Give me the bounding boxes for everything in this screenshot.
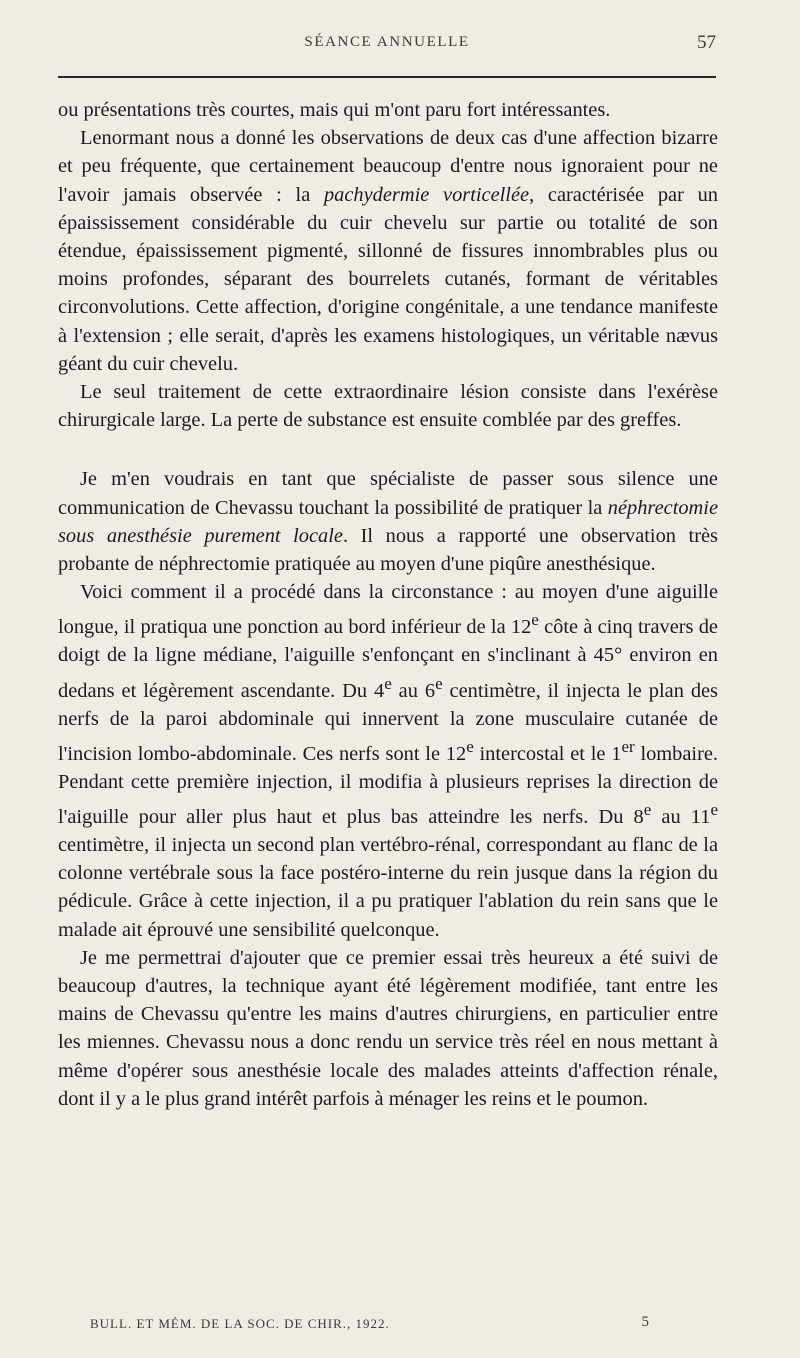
signature-mark: 5 [641, 1314, 650, 1330]
paragraph-4-text-a: Je m'en voudrais en tant que spécialiste de passer sous silence une communication de Chevassu touchant la possibilité de pratiquer la [58, 468, 718, 519]
paragraph-5 [58, 578, 718, 944]
ordinal-suffix-3: e [435, 673, 443, 693]
ordinal-suffix-2: e [384, 673, 392, 693]
paragraph-4-text-b: . Il nous a rapporté une observation très probante de néphrectomie pratiquée au moyen d'une piqûre anesthésique. [58, 524, 718, 576]
ordinal-suffix-4: e [466, 736, 474, 756]
body-text [58, 96, 718, 1113]
page-number: 57 [697, 32, 716, 53]
paragraph-1: ou présentations très courtes, mais qui m'ont paru fort intéressantes. [58, 99, 611, 121]
paragraph-2 [58, 124, 718, 378]
paragraph-2-italic-term: pachydermie vorticellée [323, 183, 530, 206]
running-head: SÉANCE ANNUELLE [304, 34, 470, 50]
header-rule [58, 76, 716, 78]
paragraph-3: Le seul traitement de cette extraordinaire lésion consiste dans l'exérèse chirurgicale large. La perte de substance est ensuite comblée par des greffes. [58, 381, 718, 432]
paragraph-5-text-5: intercostal et le 1 [473, 742, 622, 765]
paragraph-4 [58, 465, 718, 578]
paragraph-5-text-3: au 6 [391, 679, 436, 702]
ordinal-suffix-1: e [531, 610, 539, 630]
paragraph-5-text-6: lombaire. Pendant cette première injection, il modifia à plusieurs reprises la direction de l'aiguille pour aller plus haut et plus bas atteindre les nerfs. Du 8 [58, 742, 719, 828]
page-header [58, 32, 716, 62]
paragraph-6: Je me permettrai d'ajouter que ce premier essai très heureux a été suivi de beaucoup d'autres, la technique ayant été légèrement modifiée, tant entre les mains de Chevassu qu'entre les mains d'autres chirurgiens, en particulier entre les miennes. Chevassu nous a donc rendu un service très réel en nous mettant à même d'opérer sous anesthésie locale des malades atteints d'affection rénale, dont il y a le plus grand intérêt parfois à ménager les reins et le poumon. [58, 946, 718, 1110]
paragraph-2-text-b: , caractérisée par un épaississement considérable du cuir chevelu sur partie ou totalité de son étendue, épaississement pigmenté, sillonné de fissures innombrables plus ou moins profondes, séparant des bourrelets cutanés, formant de véritables circonvolutions. Cette affection, d'origine congénitale, a une tendance manifeste à l'extension ; elle serait, d'après les examens histologiques, un véritable nævus géant du cuir chevelu. [58, 183, 719, 375]
paragraph-5-text-4: centimètre, il injecta le plan des nerfs de la paroi abdominale qui innervent la zone musculaire cutanée de l'incision lombo-abdominale. Ces nerfs sont le 12 [58, 679, 718, 765]
ordinal-suffix-5: er [621, 736, 635, 756]
paragraph-4-italic-term: néphrectomie sous anesthésie purement locale [58, 496, 718, 547]
paragraph-5-text-1: Voici comment il a procédé dans la circonstance : au moyen d'une aiguille longue, il pratiqua une ponction au bord inférieur de la 12 [58, 581, 718, 639]
ordinal-suffix-7: e [710, 800, 718, 820]
ordinal-suffix-6: e [643, 800, 652, 820]
footer-citation: BULL. ET MÉM. DE LA SOC. DE CHIR., 1922. [90, 1316, 390, 1331]
page-footer [90, 1314, 650, 1338]
paragraph-5-text-7: au 11 [651, 805, 711, 828]
paragraph-5-text-2: côte à cinq travers de doigt de la ligne médiane, l'aiguille s'enfonçant en s'inclinant à 45° environ en dedans et légèrement ascendante. Du 4 [58, 616, 718, 702]
paragraph-5-text-8: centimètre, il injecta un second plan vertébro-rénal, correspondant au flanc de la colonne vertébrale sous la face postéro-interne du rein jusque dans la région du pédicule. Grâce à cette injection, il a pu pratiquer l'ablation du rein sans que le malade ait éprouvé une sensibilité quelconque. [58, 834, 718, 941]
paragraph-2-text-a: Lenormant nous a donné les observations de deux cas d'une affection bizarre et peu fréquente, que certainement beaucoup d'entre nous ignoraient pour ne l'avoir jamais observée : la [58, 127, 718, 206]
